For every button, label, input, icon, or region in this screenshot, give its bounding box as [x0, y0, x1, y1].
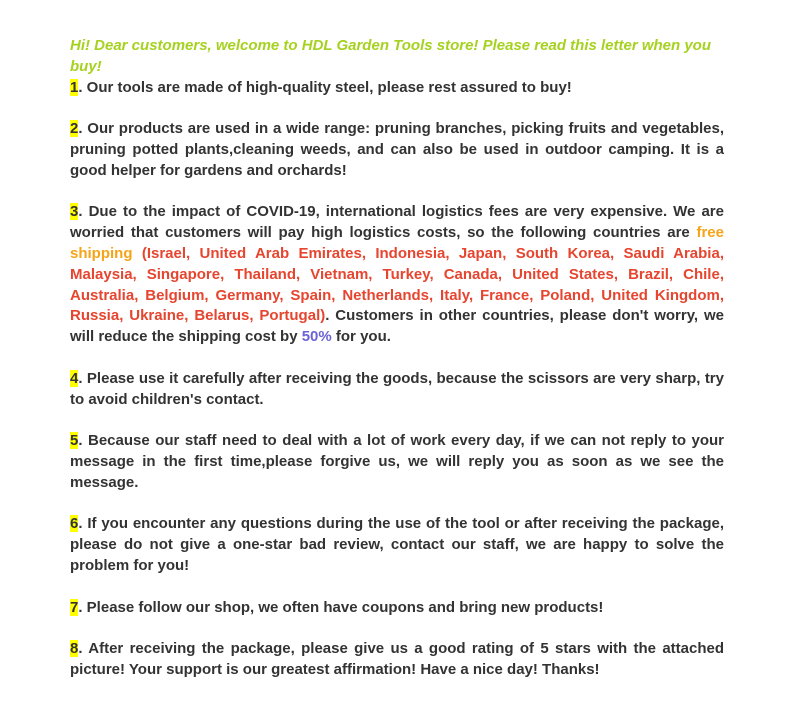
- point-text: . Our products are used in a wide range: pruning branches, picking fruits and vegetables, pruning potted plants,cleaning weeds, and can also be used in outdoor camping. It is a good helper for gardens and orchards!: [70, 120, 724, 179]
- seller-letter: [70, 36, 724, 702]
- discount-percent: 50%: [301, 328, 332, 346]
- point-2: [70, 119, 724, 181]
- point-text: . Please follow our shop, we often have coupons and bring new products!: [78, 598, 604, 616]
- point-number: 1: [70, 78, 79, 96]
- point-number: 7: [70, 598, 79, 616]
- greeting-heading: Hi! Dear customers, welcome to HDL Garden Tools store! Please read this letter when you buy!: [70, 37, 712, 75]
- point-number: 8: [70, 640, 79, 658]
- point-text: for you.: [331, 328, 391, 346]
- free-shipping-countries: (Israel, United Arab Emirates, Indonesia, Japan, South Korea, Saudi Arabia, Malaysia, Singapore, Thailand, Vietnam, Turkey, Canada, United States, Brazil, Chile, Australia, Belgium, Germany, Spain, Netherlands, Italy, France, Poland, United Kingdom, Russia, Ukraine, Belarus, Portugal): [70, 244, 724, 325]
- point-8: [70, 639, 724, 681]
- point-text: . Please use it carefully after receiving the goods, because the scissors are very sharp, try to avoid children's contact.: [70, 369, 724, 408]
- free-shipping-label: free shipping: [70, 224, 724, 262]
- point-text: . Our tools are made of high-quality steel, please rest assured to buy!: [78, 78, 572, 96]
- point-text: . After receiving the package, please give us a good rating of 5 stars with the attached picture! Your support is our greatest affirmation! Have a nice day! Thanks!: [70, 640, 724, 678]
- point-1: [70, 78, 724, 99]
- point-number: 6: [70, 515, 79, 533]
- point-7: [70, 598, 724, 619]
- point-text: . Customers in other countries, please don't worry, we will reduce the shipping cost by: [70, 307, 724, 346]
- point-text: . If you encounter any questions during the use of the tool or after receiving the package, please do not give a one-star bad review, contact our staff, we are happy to solve the problem for you!: [70, 515, 724, 574]
- point-number: 4: [70, 369, 79, 387]
- point-text: . Due to the impact of COVID-19, international logistics fees are very expensive. We are worried that customers will pay high logistics costs, so the following countries are: [70, 203, 724, 242]
- point-number: 5: [70, 432, 79, 450]
- point-6: [70, 514, 724, 576]
- point-number: 2: [70, 120, 79, 138]
- point-5: [70, 431, 724, 493]
- point-text: . Because our staff need to deal with a lot of work every day, if we can not reply to your message in the first time,please forgive us, we will reply you as soon as we see the message.: [70, 432, 724, 491]
- point-number: 3: [70, 203, 79, 221]
- point-3: [70, 202, 724, 348]
- point-4: [70, 369, 724, 411]
